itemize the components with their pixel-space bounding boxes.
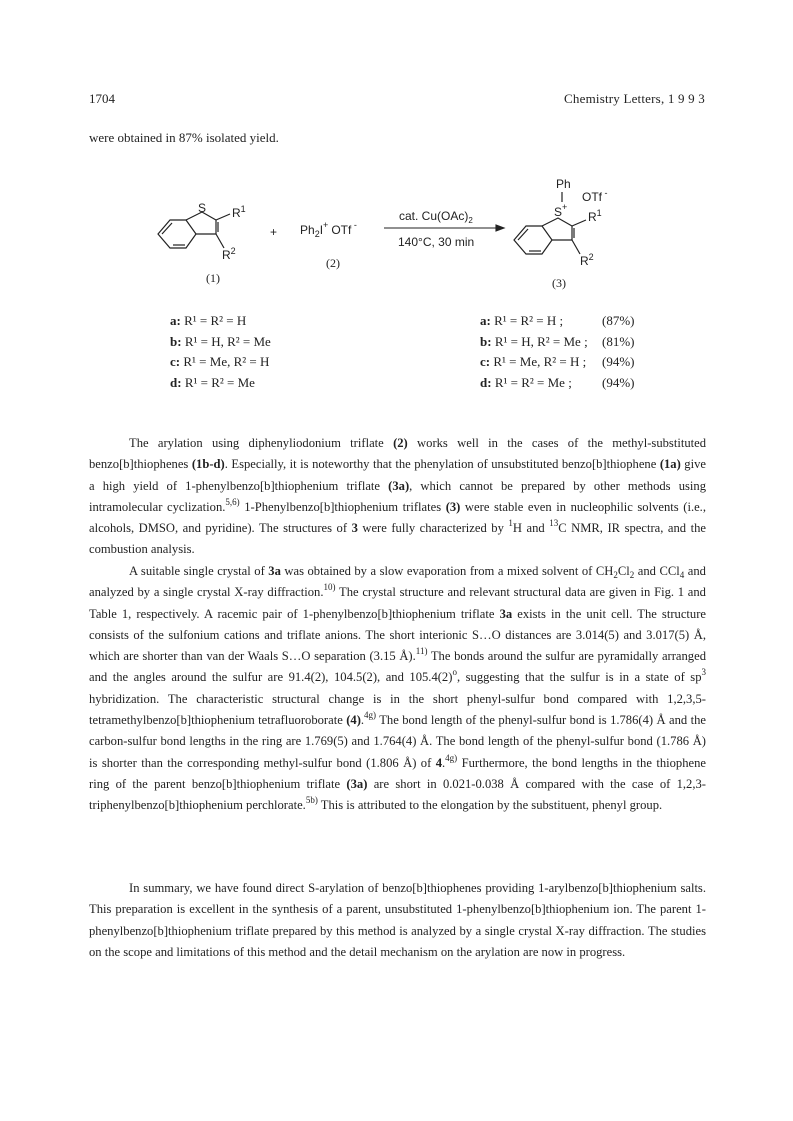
paragraph-arylation: The arylation using diphenyliodonium triflate (2) works well in the cases of the methyl-substituted benzo[b]thiophenes (1b-d). Especially, it is noteworthy that the phenylation of unsubstituted benzo[b]thiophene (1a) give a high yield of 1-phenylbenzo[b]thiophenium triflate (3a), which cannot be prepared by other methods using intramolecular cyclization.$^{5,6)}$ 1-Phenylbenzo[b]thiophenium triflates (3) were stable even in nucleophilic solvents (i.e., alcohols, DMSO, and pyridine). The structures of 3 were fully characterized by $^1$H and $^{13}$C NMR, IR spectra, and the combustion analysis. bbox=[89, 436, 706, 557]
yield-value: (94%) bbox=[602, 374, 635, 390]
reaction-scheme bbox=[140, 172, 660, 297]
page-number: 1704 bbox=[89, 91, 115, 106]
list-item: d: R¹ = R² = Me ; (94%) bbox=[480, 373, 640, 394]
reactant-r1: $R^1$ bbox=[232, 204, 246, 220]
reference-marker: 5,6) bbox=[225, 496, 240, 507]
product-label: (3) bbox=[552, 276, 566, 290]
reference-marker: 4g) bbox=[445, 752, 458, 763]
reactant-label: (1) bbox=[206, 271, 220, 285]
list-item: b: R¹ = H, R² = Me ; (81%) bbox=[480, 332, 640, 353]
substituents-product-list bbox=[480, 311, 640, 393]
plus-sign: + bbox=[270, 225, 278, 239]
reference-marker: 10) bbox=[323, 582, 336, 593]
intro-line: were obtained in 87% isolated yield. bbox=[89, 130, 279, 145]
product-counterion: OTf - bbox=[582, 188, 608, 204]
list-item: a: R¹ = R² = H ; (87%) bbox=[480, 311, 640, 332]
reference-marker: 4g) bbox=[364, 710, 377, 721]
list-item: a: R¹ = R² = H bbox=[170, 313, 247, 328]
paragraph-crystal-structure: A suitable single crystal of 3a was obtained by a slow evaporation from a mixed solvent of $CH_2Cl_2$ and CCl$_4$ and analyzed by a single crystal X-ray diffraction.$^{10)}$ The crystal structure and relevant structural data are given in Fig. 1 and Table 1, respectively. A racemic pair of 1-phenylbenzo[b]thiophenium triflate 3a exists in the unit cell. The structure consists of the sulfonium cations and triflate anions. The short interionic S…O distances are 3.014(5) and 3.017(5) Å, which are shorter than van der Waals S…O separation (3.15 Å).$^{11)}$ The bonds around the sulfur are pyramidally arranged and the angles around the sulfur are 91.4(2), 104.5(2), and $105.4(2)^o$, suggesting that the sulfur is in a state of $sp^3$ hybridization. The characteristic structural change is in the short phenyl-sulfur bond compared with 1,2,3,5-tetramethylbenzo[b]thiophenium tetrafluoroborate (4).$^{4g)}$ The bond length of the phenyl-sulfur bond is 1.786(4) Å and the carbon-sulfur bond lengths in the ring are 1.769(5) and 1.764(4) Å. The bond length of the phenyl-sulfur bond (1.786 Å) is shorter than the corresponding methyl-sulfur bond (1.806 Å) of 4.$^{4g)}$ Furthermore, the bond lengths in the thiophene ring of the parent benzo[b]thiophenium triflate (3a) are short in 0.021-0.038 Å compared with the case of 1,2,3-triphenylbenzo[b]thiophenium perchlorate.$^{5b)}$ This is attributed to the elongation by the substituent, phenyl group. bbox=[89, 564, 706, 813]
conditions-temp-time: 140°C, 30 min bbox=[398, 235, 475, 249]
reagent-label: (2) bbox=[326, 256, 340, 270]
reactant-r2: $R^2$ bbox=[222, 246, 236, 262]
list-item: d: R¹ = R² = Me bbox=[170, 374, 255, 390]
product-structure bbox=[514, 192, 586, 254]
journal-header: Chemistry Letters, 1 9 9 3 bbox=[564, 91, 705, 106]
yield-value: (94%) bbox=[602, 354, 635, 369]
yield-value: (81%) bbox=[602, 333, 635, 349]
reactant-sulfur: S bbox=[198, 201, 207, 215]
product-sulfur: S+ bbox=[554, 202, 568, 219]
reaction-arrow bbox=[384, 225, 504, 231]
reference-marker: 11) bbox=[415, 646, 428, 657]
product-phenyl: Ph bbox=[556, 177, 571, 191]
reagent-formula: $Ph_2I^+$ OTf - bbox=[300, 220, 357, 239]
list-item: c: R¹ = Me, R² = H bbox=[170, 354, 270, 369]
list-item: c: R¹ = Me, R² = H ; (94%) bbox=[480, 352, 640, 373]
yield-value: (87%) bbox=[602, 313, 635, 328]
list-item: b: R¹ = H, R² = Me bbox=[170, 333, 271, 349]
conditions-catalyst: cat. $Cu(OAc)_2$ bbox=[399, 209, 473, 225]
product-r2: $R^2$ bbox=[580, 252, 594, 268]
substituents-reactant-list bbox=[170, 311, 330, 393]
product-r1: $R^1$ bbox=[588, 208, 602, 224]
paragraph-summary: In summary, we have found direct S-arylation of benzo[b]thiophenes providing 1-arylbenzo[b]thiophenium salts. This preparation is excellent in the synthesis of a parent, unsubstituted 1-phenylbenzo[b]thiophenium ion. The parent 1-phenylbenzo[b]thiophenium triflate prepared by this method is analyzed by a single crystal X-ray diffraction. The studies on the scope and limitations of this method and the detail mechanism on the arylation are now in progress. bbox=[89, 881, 706, 959]
reactant-structure bbox=[158, 212, 230, 248]
reference-marker: 5b) bbox=[305, 795, 318, 806]
